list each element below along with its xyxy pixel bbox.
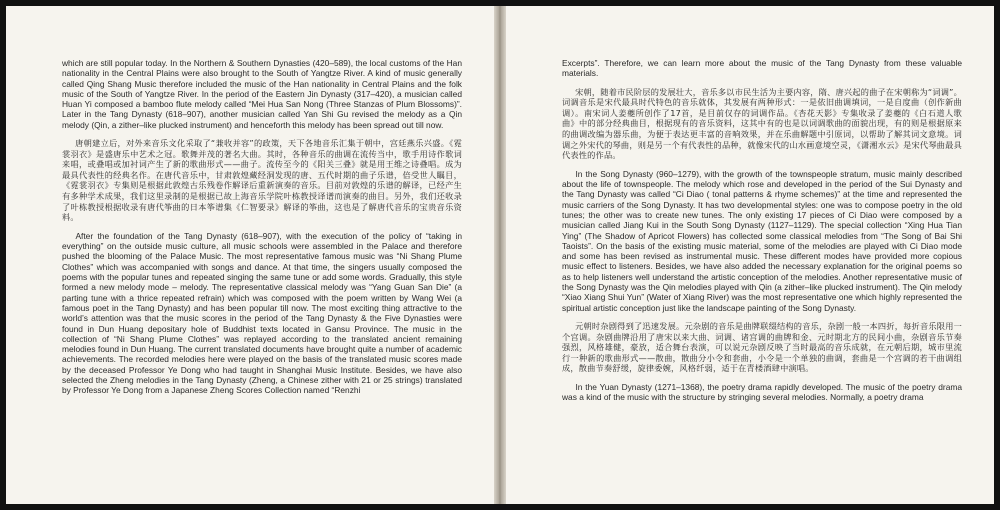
right-page: [506, 6, 994, 504]
book-spread: [6, 6, 994, 504]
book-spine: [494, 6, 506, 504]
left-page-text: [62, 58, 462, 404]
right-paragraph-5: In the Yuan Dynasty (1271–1368), the poetry drama rapidly developed. The music of the poetry drama was a kind of the music with the structure by stringing several melodies. Normally, a poetry drama: [562, 381, 962, 403]
right-paragraph-2: 宋朝，随着市民阶层的发展壮大，音乐多以市民生活为主要内容，隋、唐兴起的曲子在宋朝称为“词调”。词调音乐是宋代最具时代特色的音乐就体，其发展有两种形式：一是依旧曲调填词，一是自度曲（创作新曲调）。南宋词人姜夔所创作了17首，是目前仅存的词调作品。《杏花天影》专集收录了姜夔的《白石道人歌曲》中的部分经典曲目，根据现有的音乐资料，这其中有的也是以词调歌曲的面貌出现，有的则是根据原来的曲调改编为器乐曲，为便于表达更丰富的音响效果，并在乐曲解题中引原词，以帮助了解其词文意境。词调之外宋代的琴曲，则是另一个有代表性的品种，就像宋代的山水画意境空灵，《潇湘水云》是宋代琴曲最具代表性的作品。: [562, 86, 962, 161]
left-page: [6, 6, 494, 504]
right-page-text: [562, 58, 962, 410]
right-paragraph-3: In the Song Dynasty (960–1279), with the growth of the townspeople stratum, music mainly described about the life of townspeople. The melody which rose and developed in the period of the Sui Dynasty and the Tang Dynasty was called “Ci Diao ( tonal patterns & rhyme schemes)” at the time and represented the music carriers of the Song Dynasty. It has two developmental styles: one was to compose poetry in the old tunes; the other was to create new tunes. The only existing 17 pieces of Ci Diao were composed by a musician called Jiang Kui in the South Song Dynasty (1127–1129). The special collection “Xing Hua Tian Ying” (The Shadow of Apricot Flowers) has collected some classical melodies from “The Song of Bai Shi Taoists”. On the basis of the existing music material, some of the melodies are played with Ci Diao mode and some has been revised as instrumental music. These different modes have provided more copious music effect to listeners. Besides, we have also added the necessary explanation for the original poems so as to help listeners well understand the artistic conception of the melodies. Another representative music of the Song Dynasty was the Qin melodies played with Qin (a zither–like plucked instrument). The Qin melody “Xiao Xiang Shui Yun” (Water of Xiang River) was the most representative one which highly represented the spiritual artistic conception just like the landscape painting of the Song Dynasty.: [562, 168, 962, 313]
left-paragraph-1: which are still popular today. In the Northern & Southern Dynasties (420–589), the local customs of the Han nationality in the Central Plains were also brought to the South of Yangtze River. A kind of music generally called Qing Shang Music therefore included the music of the Han nationality in Central Plains and the folk music of the South of Yangtze River. In the period of the Eastern Jin Dynasty (317–420), a musician called Huan Yi composed a bamboo flute melody called “Mei Hua San Nong (Three Stanzas of Plum Blossoms)”. Later in the Tang Dynasty (618–907), another musician called Yan Shi Gu revised the melody as a Qin melody (Qin, a zither–like plucked instrument) and henceforth this melody has been spread out till now.: [62, 58, 462, 130]
right-paragraph-4: 元朝时杂剧得到了迅速发展。元杂剧的音乐是曲牌联缀结构的音乐，杂剧一般一本四折，每折音乐限用一个宫调。杂剧曲牌沿用了唐宋以来大曲、词调、诸宫调的曲牌和金、元时期北方的民间小曲，杂剧音乐节奏强烈，风格雄健，豪放，适合舞台表演，可以说元杂剧反映了当时最高的音乐成就，在元朝后期，城市里流行一种新的歌曲形式——散曲，散曲分小令和套曲，小令是一个单独的曲调，套曲是一个宫调的若干曲调组成，散曲节奏舒缓，旋律委婉，风格纤弱，适于在青楼酒肆中演唱。: [562, 320, 962, 374]
left-paragraph-3: After the foundation of the Tang Dynasty (618–907), with the execution of the policy of “taking in everything” on the outside music culture, all music schools were assembled in the Palace and therefore pushed the blooming of the Palace Music. The most representative famous music was “Ni Shang Plume Clothes” which was accompanied with songs and dance. At that time, the singers usually composed the poems with the popular tunes and repeated singing the same tune or add some words. Gradually, this style formed a new melody mode – melody. The representative classical melody was “Yang Guan San Die” (a parting tune with a thrice repeated refrain) which was composed with the poem written by Wang Wei (a famous poet in the Tang Dynasty) and has been popular till now. The most exciting thing attractive to the world’s attention was that the music scores in the period of the Tang Dynasty & the Five Dynasties were found in Dun Huang depositary hole of Buddhist texts located in Gansu Province. The music in the collection of “Ni Shang Plume Clothes” was replayed according to the translated ancient remaining melodies found in Dun Huang. The current translated documents have brought quite a number of academic achievements. The recorded melodies here were played on the basis of the translated music scores made by the deceased Professor Ye Dong who had taught in Shanghai Music Institute. Besides, we have also selected the Zheng melodies in the Tang Dynasty (Zheng, a Chinese zither with 21 or 25 strings) translated by Professor Ye Dong from a Japanese Zheng Scores Collection named “Renzhi: [62, 230, 462, 396]
right-paragraph-1: Excerpts”. Therefore, we can learn more about the music of the Tang Dynasty from these valuable materials.: [562, 58, 962, 79]
left-paragraph-2: 唐朝建立后，对外来音乐文化采取了“兼收并容”的政策，天下各地音乐汇集于朝中，宫廷燕乐兴盛。《霓裳羽衣》是盛唐乐中艺术之冠。歌舞并茂的著名大曲。其时，各种音乐的曲调在流传当中，歌手用诗作歌词来唱，或叠唱或加衬词产生了新的歌曲形式——曲子。流传至今的《阳关三叠》就是用王维之诗叠唱。成为最具代表性的经典名作。在唐代音乐中，甘肃敦煌藏经洞发现的唐、五代时期的曲子乐谱，倍受世人瞩目，《霓裳羽衣》专集则是根据此敦煌古乐残卷作解译后重新演奏的音乐。目前对敦煌的乐谱的解译，已经产生有多种学术成果，我们这里录制的是根据已故上海音乐学院叶栋教授译谱而演奏的曲目。另外，我们还收录了叶栋教授根据收录有唐代筝曲的日本筝谱集《仁智要录》解译的筝曲，这也是了解唐代音乐的宝贵音乐资料。: [62, 138, 462, 223]
